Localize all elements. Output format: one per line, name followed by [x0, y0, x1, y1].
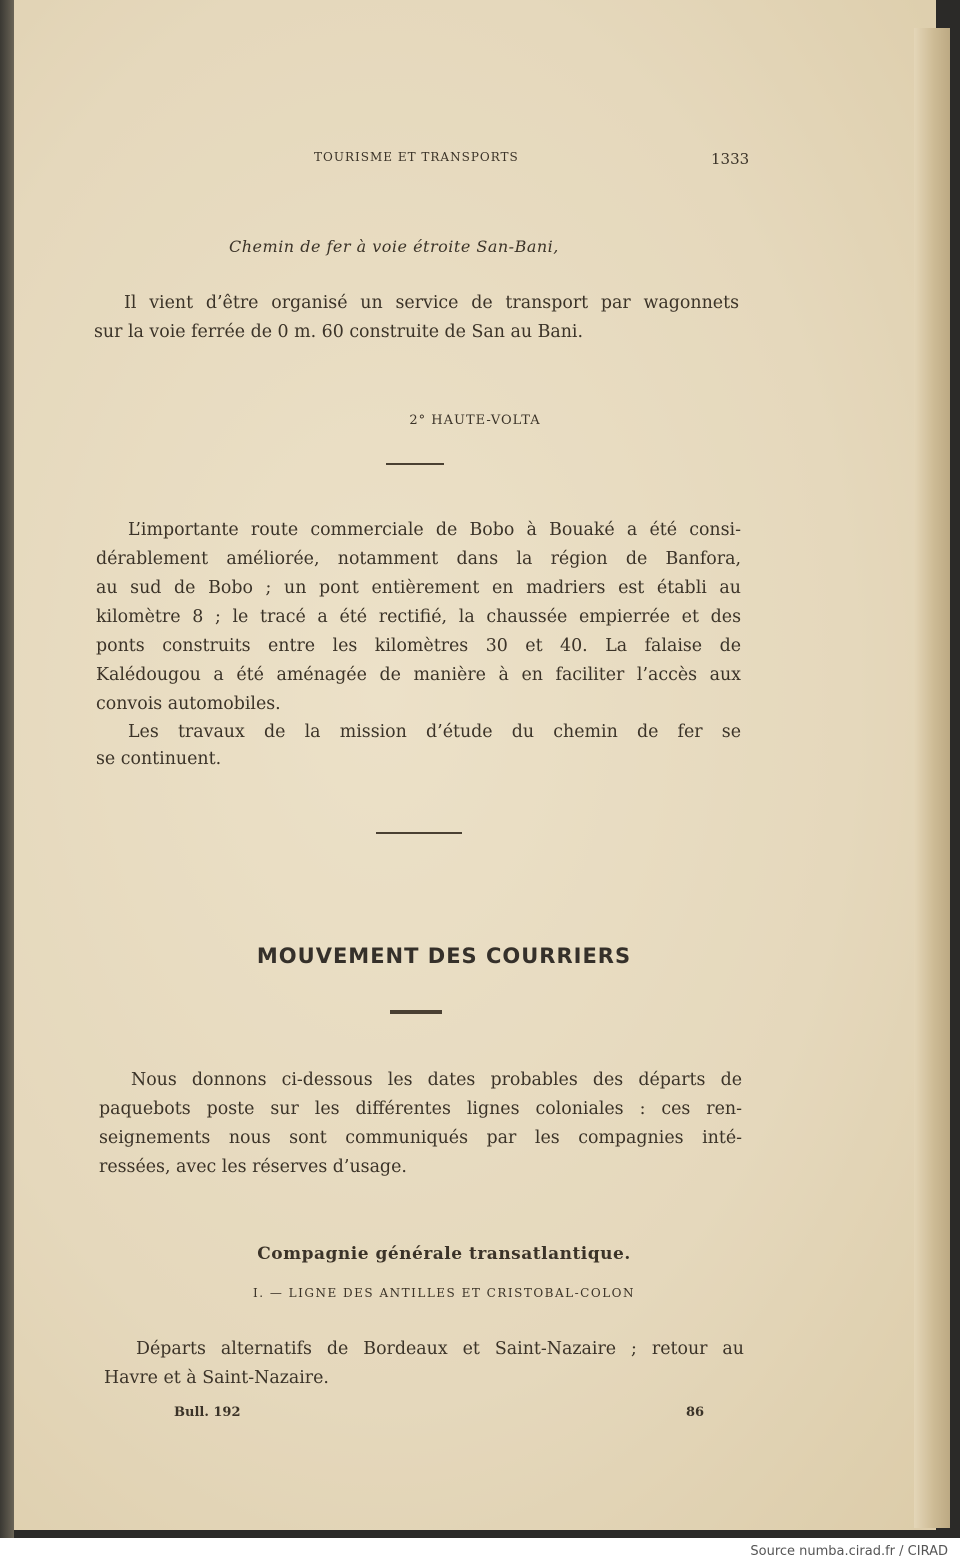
text-line: sur la voie ferrée de 0 m. 60 construite de San au Bani. — [94, 322, 584, 342]
running-head: TOURISME ET TRANSPORTS — [314, 150, 519, 164]
footer-signature: 86 — [686, 1405, 705, 1420]
text-line: ressées, avec les réserves d’usage. — [99, 1157, 407, 1177]
paragraph-route — [96, 516, 741, 719]
text-line: Les travaux de la mission d’étude du chemin de fer se — [128, 722, 741, 742]
text-line: Kalédougou a été aménagée de manière à en faciliter l’accès aux — [96, 665, 741, 685]
source-caption: Source numba.cirad.fr / CIRAD — [750, 1544, 948, 1559]
text-line: se continuent. — [96, 749, 222, 769]
text-line: Départs alternatifs de Bordeaux et Saint-Nazaire ; retour au — [136, 1339, 744, 1359]
text-line: L’importante route commerciale de Bobo à Bouaké a été consi- — [128, 520, 741, 540]
divider-rule — [390, 1010, 442, 1014]
subtitle: Chemin de fer à voie étroite San-Bani, — [229, 237, 559, 256]
page-number: 1333 — [711, 150, 750, 168]
text-line: convois automobiles. — [96, 694, 281, 714]
text-line: au sud de Bobo ; un pont entièrement en madriers est établi au — [96, 578, 741, 598]
text-line: Havre et à Saint-Nazaire. — [104, 1368, 329, 1388]
paragraph-departs — [104, 1335, 744, 1393]
paragraph-courriers — [99, 1066, 742, 1182]
text-line: kilomètre 8 ; le tracé a été rectifié, la chaussée empierrée et des — [96, 607, 741, 627]
section-heading: 2° HAUTE-VOLTA — [409, 413, 541, 428]
caption-bar — [0, 1538, 960, 1566]
page-sheet — [14, 0, 936, 1530]
company-heading: Compagnie générale transatlantique. — [257, 1244, 631, 1264]
paragraph-wagonnets — [94, 289, 739, 347]
section-title: MOUVEMENT DES COURRIERS — [256, 944, 632, 968]
text-line: paquebots poste sur les différentes lignes coloniales : ces ren- — [99, 1099, 742, 1119]
page-edge — [914, 28, 950, 1528]
divider-rule — [376, 832, 462, 834]
binding-shadow — [0, 0, 14, 1538]
text-line: ponts construits entre les kilomètres 30 et 40. La falaise de — [96, 636, 741, 656]
text-line: Nous donnons ci-dessous les dates probables des départs de — [131, 1070, 742, 1090]
text-line: dérablement améliorée, notamment dans la région de Banfora, — [96, 549, 741, 569]
text-line: seignements nous sont communiqués par les compagnies inté- — [99, 1128, 742, 1148]
line-heading: I. — LIGNE DES ANTILLES ET CRISTOBAL-COLON — [252, 1286, 636, 1300]
footer-bulletin: Bull. 192 — [174, 1405, 241, 1420]
paragraph-travaux — [96, 719, 741, 773]
text-line: Il vient d’être organisé un service de transport par wagonnets — [124, 293, 739, 313]
divider-rule — [386, 463, 444, 465]
